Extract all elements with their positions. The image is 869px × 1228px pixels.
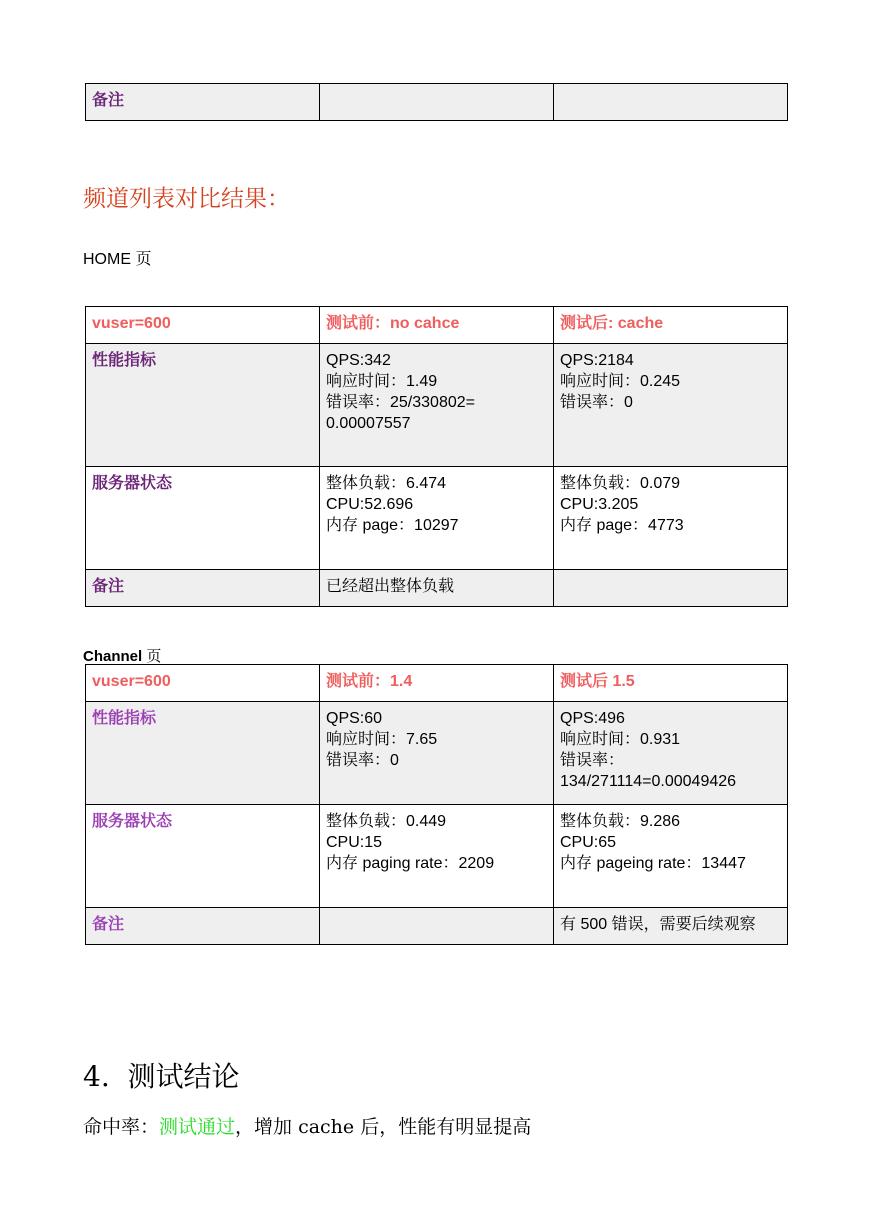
row-label: 备注	[86, 570, 320, 607]
pass-status: 测试通过	[159, 1116, 236, 1138]
header-vuser: vuser=600	[86, 665, 320, 702]
header-vuser: vuser=600	[86, 307, 320, 344]
table-header-row	[86, 307, 788, 344]
section-heading: 频道列表对比结果：	[83, 186, 290, 212]
section-title: 测试结论	[127, 1060, 240, 1093]
table-row	[86, 702, 788, 805]
row-label: 性能指标	[86, 702, 320, 805]
header-after: 测试后 1.5	[554, 665, 788, 702]
channel-caption-bold: Channel	[83, 648, 143, 665]
row-label: 备注	[86, 84, 320, 121]
conclusion-heading	[83, 1055, 240, 1095]
channel-caption	[83, 645, 161, 666]
perf-before: QPS:60 响应时间：7.65 错误率：0	[320, 702, 554, 805]
table-row	[86, 908, 788, 945]
conclusion-text	[83, 1112, 531, 1139]
home-table	[85, 306, 788, 607]
table-row	[86, 467, 788, 570]
channel-table	[85, 664, 788, 945]
home-caption: HOME 页	[83, 251, 152, 268]
cell-after	[554, 84, 788, 121]
note-after	[554, 570, 788, 607]
conclusion-prefix: 命中率：	[83, 1116, 160, 1138]
table-header-row	[86, 665, 788, 702]
row-label: 备注	[86, 908, 320, 945]
note-before	[320, 908, 554, 945]
row-label: 服务器状态	[86, 467, 320, 570]
header-before: 测试前：1.4	[320, 665, 554, 702]
perf-before: QPS:342 响应时间：1.49 错误率：25/330802= 0.00007557	[320, 344, 554, 467]
header-after: 测试后: cache	[554, 307, 788, 344]
perf-after: QPS:2184 响应时间：0.245 错误率：0	[554, 344, 788, 467]
table-row	[86, 570, 788, 607]
note-after: 有 500 错误，需要后续观察	[554, 908, 788, 945]
top-table	[85, 83, 788, 121]
server-after: 整体负载：0.079 CPU:3.205 内存 page：4773	[554, 467, 788, 570]
row-label: 性能指标	[86, 344, 320, 467]
perf-after: QPS:496 响应时间：0.931 错误率： 134/271114=0.00049426	[554, 702, 788, 805]
row-label: 服务器状态	[86, 805, 320, 908]
table-row	[86, 84, 788, 121]
conclusion-suffix: ，增加 cache 后，性能有明显提高	[235, 1116, 532, 1138]
channel-caption-rest: 页	[142, 648, 162, 665]
server-before: 整体负载：0.449 CPU:15 内存 paging rate：2209	[320, 805, 554, 908]
section-number: 4.	[83, 1060, 110, 1093]
server-after: 整体负载：9.286 CPU:65 内存 pageing rate：13447	[554, 805, 788, 908]
server-before: 整体负载：6.474 CPU:52.696 内存 page：10297	[320, 467, 554, 570]
note-before: 已经超出整体负载	[320, 570, 554, 607]
cell-before	[320, 84, 554, 121]
table-row	[86, 805, 788, 908]
header-before: 测试前：no cahce	[320, 307, 554, 344]
table-row	[86, 344, 788, 467]
